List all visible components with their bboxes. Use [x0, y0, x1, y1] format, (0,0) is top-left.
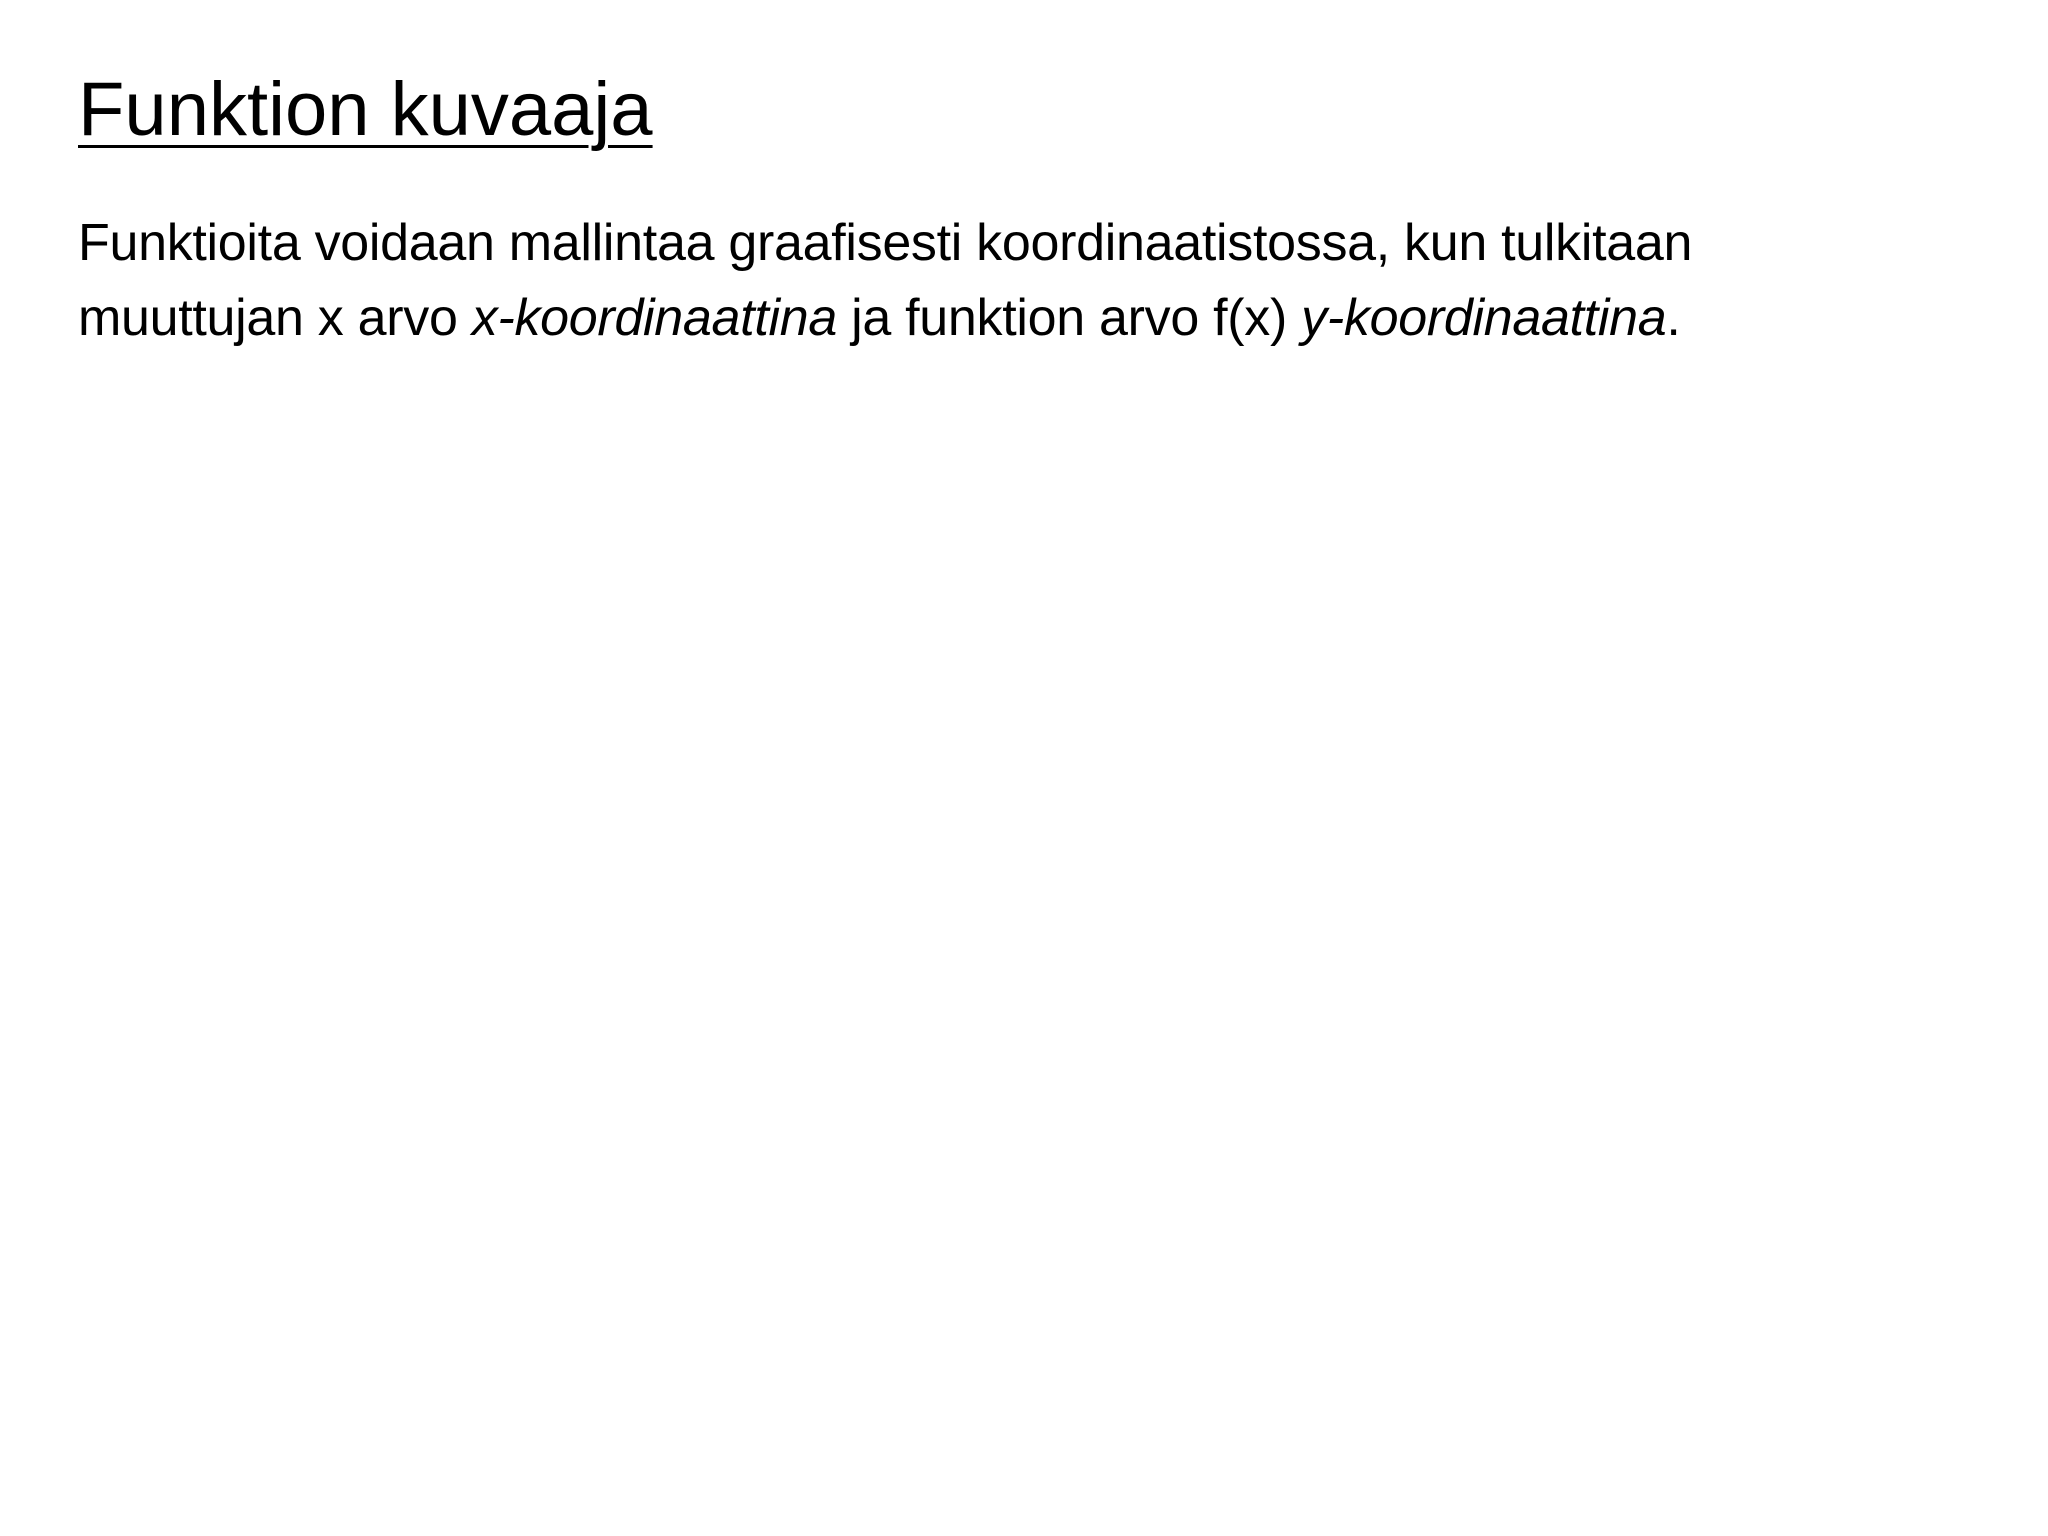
italic-term-y-coordinate: y-koordinaattina — [1301, 289, 1667, 347]
italic-term-x-coordinate: x-koordinaattina — [471, 289, 837, 347]
paragraph-line-2 — [78, 281, 1958, 356]
paragraph-period: . — [1666, 289, 1681, 347]
paragraph-text: ja funktion arvo f(x) — [836, 289, 1302, 347]
slide-paragraph — [78, 206, 1958, 356]
slide-title: Funktion kuvaaja — [78, 67, 653, 152]
paragraph-text: muuttujan x arvo — [78, 289, 472, 347]
paragraph-line-1: Funktioita voidaan mallintaa graafisesti koordinaatistossa, kun tulkitaan — [78, 214, 1693, 272]
